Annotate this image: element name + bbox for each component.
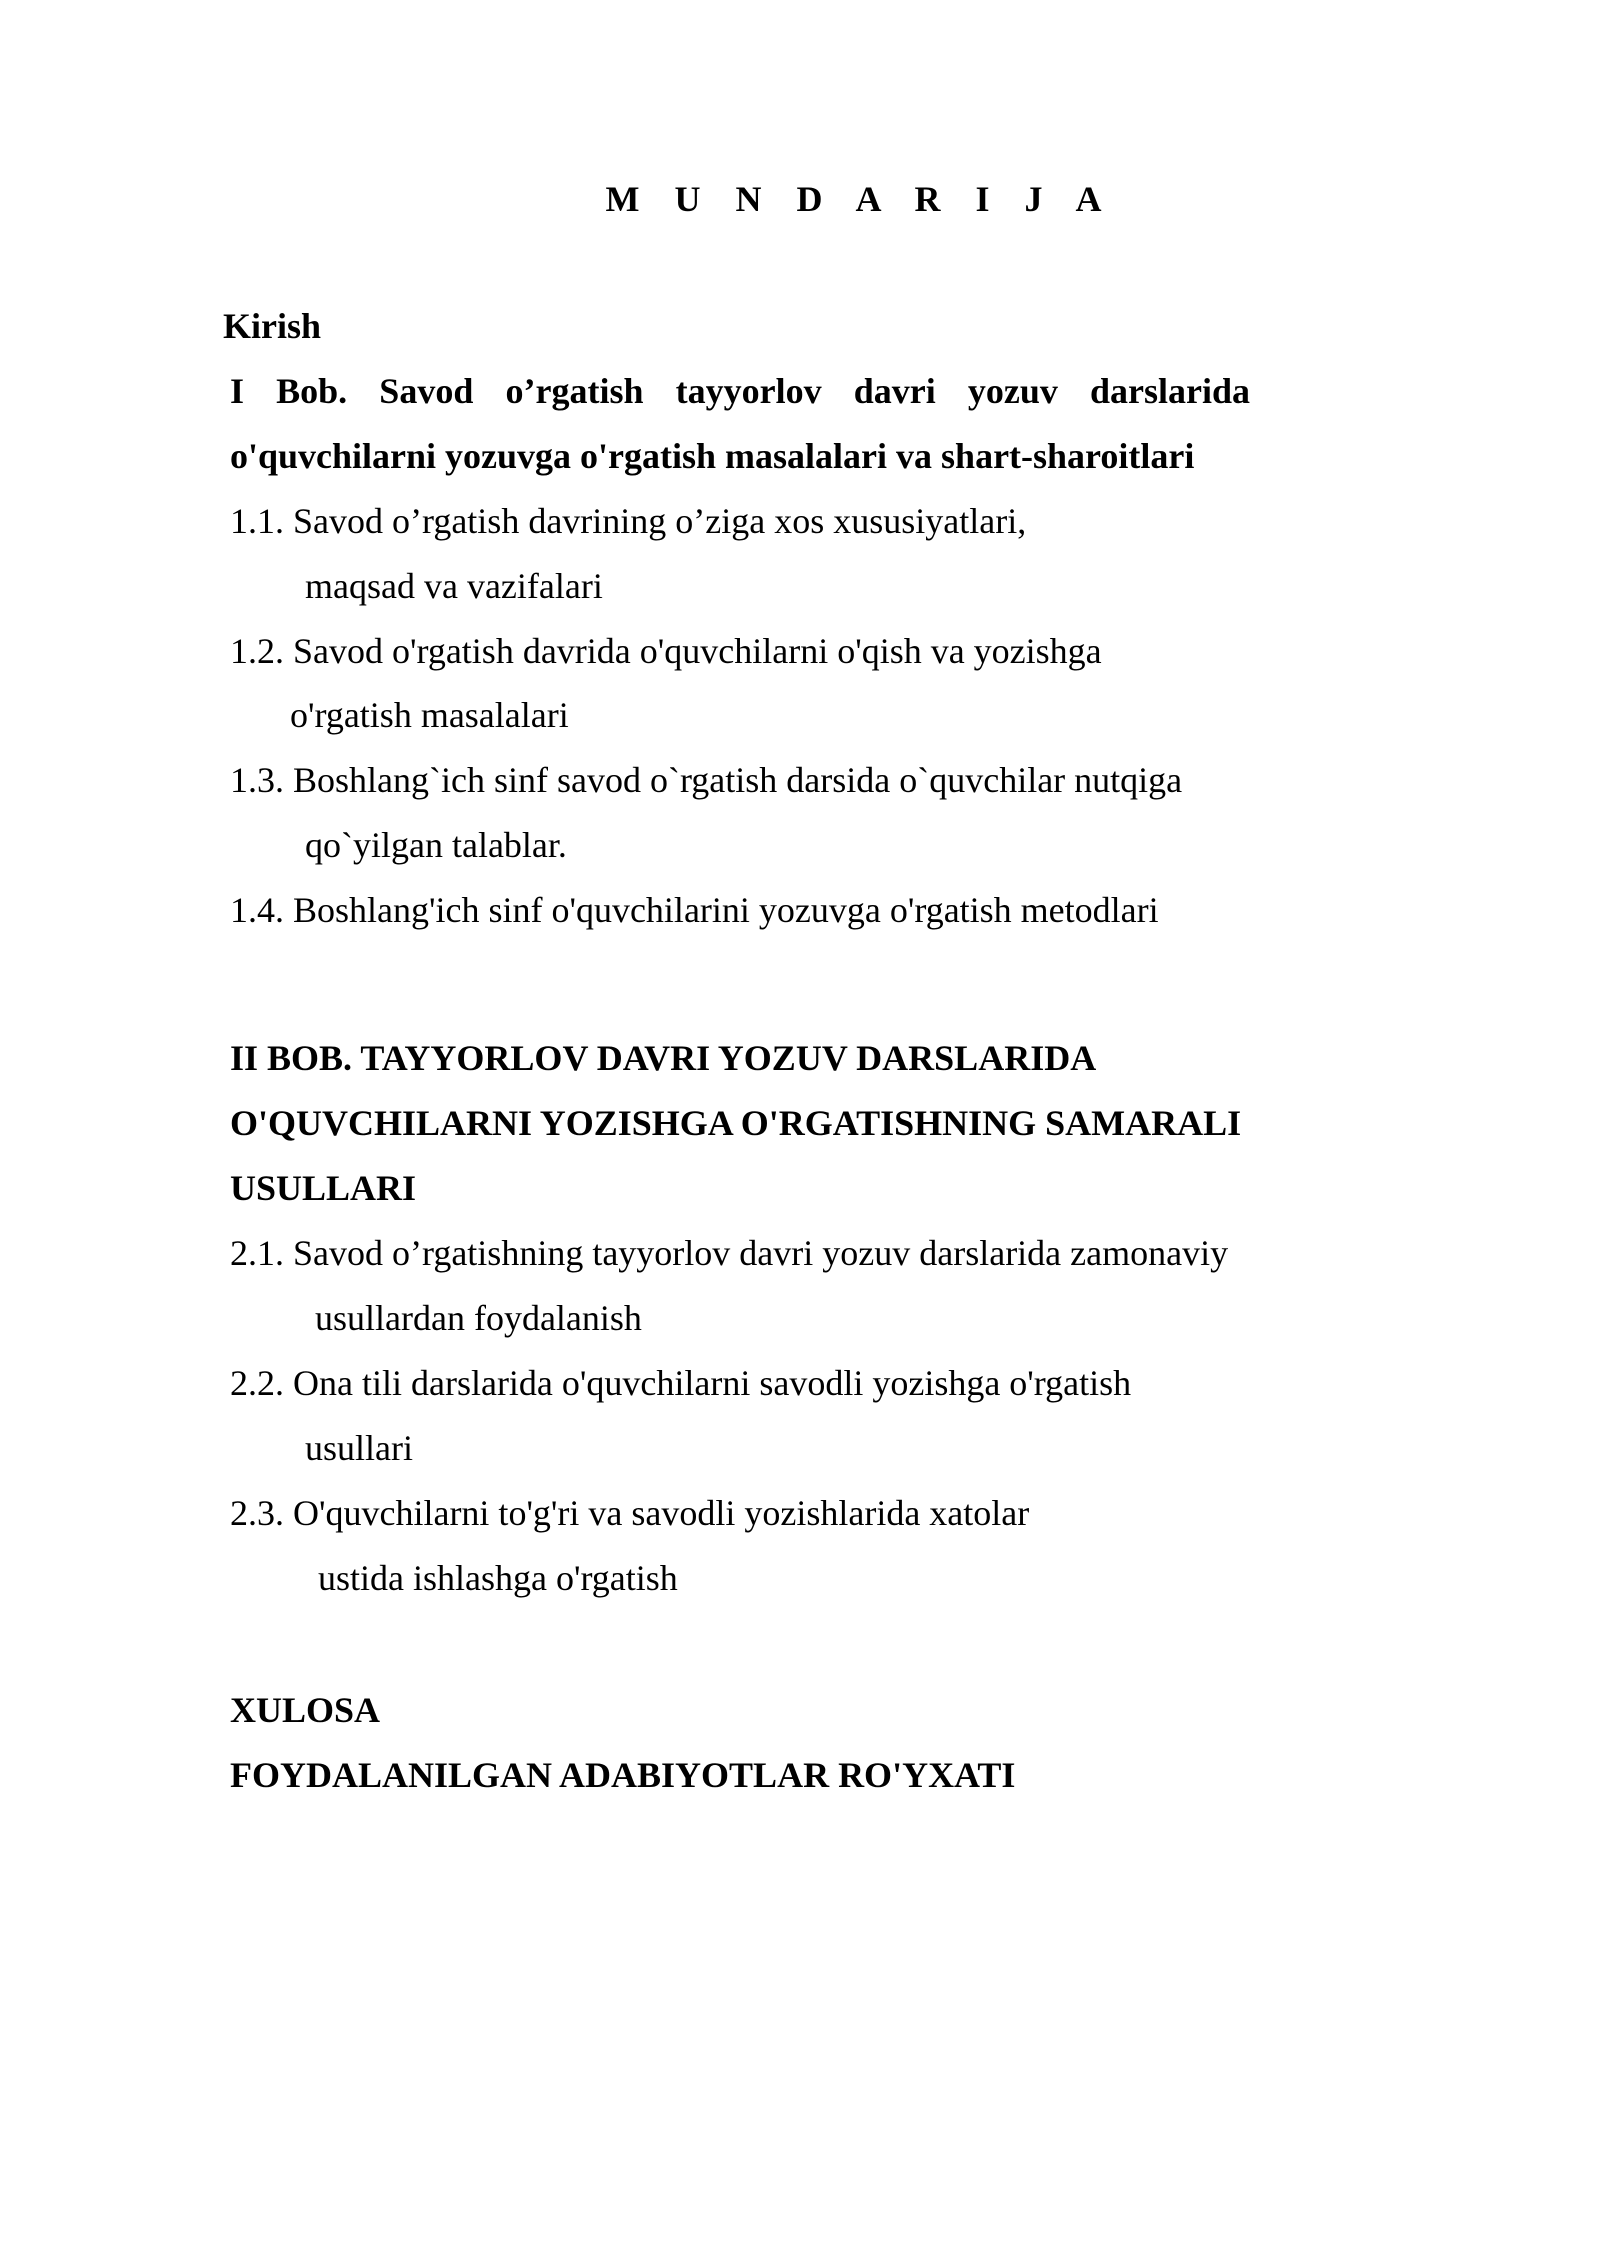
toc-section-2-3-cont: ustida ishlashga o'rgatish (318, 1558, 678, 1598)
toc-references: FOYDALANILGAN ADABIYOTLAR RO'YXATI (230, 1755, 1016, 1795)
toc-chapter2-heading-line1: II BOB. TAYYORLOV DAVRI YOZUV DARSLARIDA (230, 1038, 1097, 1078)
toc-section-1-4: 1.4. Boshlang'ich sinf o'quvchilarini yozuvga o'rgatish metodlari (230, 890, 1159, 930)
toc-section-2-3: 2.3. O'quvchilarni to'g'ri va savodli yozishlarida xatolar (230, 1493, 1030, 1533)
toc-chapter2-heading-line3: USULLARI (230, 1168, 417, 1208)
toc-section-1-2-cont: o'rgatish masalalari (290, 695, 569, 735)
toc-chapter1-heading-line2: o'quvchilarni yozuvga o'rgatish masalalari va shart-sharoitlari (230, 436, 1195, 476)
toc-conclusion: XULOSA (230, 1690, 381, 1730)
toc-chapter2-heading-line2: O'QUVCHILARNI YOZISHGA O'RGATISHNING SAMARALI (230, 1103, 1242, 1143)
toc-section-2-2: 2.2. Ona tili darslarida o'quvchilarni savodli yozishga o'rgatish (230, 1363, 1132, 1403)
toc-section-1-1-cont: maqsad va vazifalari (305, 566, 603, 606)
toc-section-2-1-cont: usullardan foydalanish (315, 1298, 642, 1338)
toc-section-1-3: 1.3. Boshlang`ich sinf savod o`rgatish darsida o`quvchilar nutqiga (230, 760, 1183, 800)
toc-section-2-2-cont: usullari (305, 1428, 413, 1468)
toc-section-1-2: 1.2. Savod o'rgatish davrida o'quvchilarni o'qish va yozishga (230, 631, 1102, 671)
page-title: M U N D A R I J A (605, 179, 1115, 219)
toc-section-1-1: 1.1. Savod o’rgatish davrining o’ziga xos xususiyatlari, (230, 501, 1027, 541)
toc-chapter1-heading-line1: I Bob. Savod o’rgatish tayyorlov davri yozuv darslarida (230, 371, 1250, 411)
toc-intro: Kirish (223, 306, 322, 346)
toc-section-2-1: 2.1. Savod o’rgatishning tayyorlov davri yozuv darslarida zamonaviy (230, 1233, 1229, 1273)
toc-section-1-3-cont: qo`yilgan talablar. (305, 825, 567, 865)
